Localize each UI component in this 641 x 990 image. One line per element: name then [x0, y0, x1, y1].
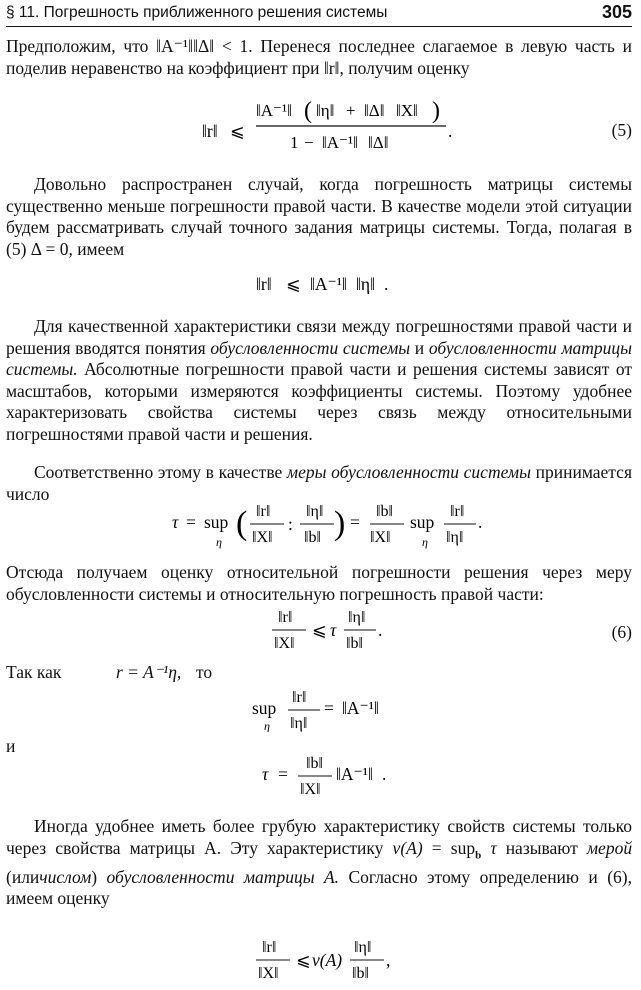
p7-and: и [6, 736, 16, 756]
eq5-num-ainv: ‖A⁻¹‖ [256, 101, 292, 120]
equation-tau-bound-formula [6, 752, 632, 800]
eqt-f2-num: ‖η‖ [306, 503, 324, 520]
eqs-num: ‖r‖ [292, 689, 307, 706]
p1-condition: ‖A⁻¹‖‖Δ‖ < 1. [156, 36, 253, 56]
eqs-ainv: ‖A⁻¹‖ [342, 698, 379, 718]
eqt-colon: : [288, 514, 293, 534]
eqd-lhs: ‖r‖ [256, 274, 272, 294]
p3-term-matrix-conditioning: обусловленности матрицы системы. [6, 337, 633, 380]
eqb-num: ‖b‖ [306, 755, 323, 772]
paragraph-5: Отсюда получаем оценку относительной погрешности решения через меру обусловленности системы и относительную погрешность правой части: [6, 562, 632, 604]
p4-term-measure: меры обусловленности системы [286, 462, 531, 482]
equation-6 [6, 604, 632, 654]
eqf-f1-num: ‖r‖ [262, 939, 277, 956]
eq5-den-ainv: ‖A⁻¹‖ [322, 133, 358, 152]
eqd-le: ⩽ [286, 274, 301, 294]
eqt-lparen: ( [236, 505, 248, 542]
eqs-den: ‖η‖ [290, 715, 308, 732]
paragraph-3 [6, 316, 632, 446]
eq5-lhs: ‖r‖ [202, 121, 218, 141]
eqt-f3-num: ‖b‖ [376, 503, 393, 520]
eqt-eq1: = [186, 512, 196, 532]
eqf-le: ⩽ [296, 950, 311, 970]
eqt-rparen: ) [334, 505, 346, 542]
eqt-sup1: sup [204, 512, 229, 532]
eqf-comma: , [386, 950, 391, 970]
equation-tau-formula [6, 496, 632, 558]
p8-term-measure: мерой [586, 837, 633, 858]
eq5-rparen: ) [432, 98, 440, 124]
equation-tau-bound [6, 752, 632, 800]
eqf-f2-den: ‖b‖ [352, 965, 369, 982]
equation-tau-definition [6, 496, 632, 558]
eqf-f2-num: ‖η‖ [354, 939, 372, 956]
eqs-sup-sub: η [264, 719, 270, 732]
eqt-f1-num: ‖r‖ [256, 503, 271, 520]
eqs-eq: = [324, 698, 334, 718]
equation-delta-zero-formula [6, 270, 632, 300]
eq6-tau: τ [330, 620, 337, 640]
eqt-period: . [478, 512, 483, 532]
eq5-le: ⩽ [230, 121, 245, 141]
running-title: § 11. Погрешность приближенного решения системы [6, 4, 388, 21]
eq5-num-delta: ‖Δ‖ [364, 101, 385, 120]
p6-formula: r = A⁻¹η, [116, 662, 182, 682]
eq5-num-eta: ‖η‖ [316, 101, 335, 120]
p8-nu-a: ν(A) [392, 837, 423, 858]
p8-text-d: ) [91, 866, 98, 887]
eqb-ainv: ‖A⁻¹‖ [336, 764, 373, 784]
eqt-sup2-sub: η [422, 535, 428, 549]
p6-text-a: Так как [6, 662, 62, 682]
eqb-tau: τ [262, 764, 269, 784]
equation-sup-ratio [6, 684, 632, 732]
eq6-f2-den: ‖b‖ [346, 635, 363, 652]
eqt-sup1-sub: η [216, 535, 222, 549]
p4-text-a: Соответственно этому в качестве [34, 462, 283, 482]
eq5-num-plus: + [346, 101, 356, 120]
eq5-num-x: ‖X‖ [396, 101, 418, 120]
eqt-eq2: = [350, 512, 360, 532]
p8-tau: τ [490, 837, 497, 858]
equation-final [6, 934, 632, 986]
eqs-sup: sup [252, 698, 277, 718]
p8-term-number: числом [39, 866, 92, 887]
p8-text-a: Иногда удобнее иметь более грубую характеристику свойств системы только через свойства матрицы A. Эту характеристику [6, 816, 632, 858]
eq5-number: (5) [611, 120, 632, 140]
p3-text-b: и [414, 337, 425, 358]
eq5-den-minus: − [304, 133, 314, 152]
paragraph-2: Довольно распространен случай, когда погрешность матрицы системы существенно меньше погрешности правой части. В качестве модели этой ситуации будем рассматривать случай точного задания матрицы системы. Тогда, полагая в (5) Δ = 0, имеем [6, 174, 632, 259]
p3-term-system-conditioning: обусловленности системы [210, 337, 411, 358]
eq6-f1-den: ‖X‖ [274, 635, 295, 652]
p8-text-e: Согласно этому определению и (6), имеем оценку [6, 866, 633, 909]
eqf-f1-den: ‖X‖ [258, 965, 279, 982]
paragraph-1 [6, 36, 632, 79]
eq6-le: ⩽ [312, 620, 327, 640]
eqd-period: . [384, 274, 389, 294]
eq5-den-delta: ‖Δ‖ [368, 133, 389, 152]
equation-sup-ratio-formula [6, 684, 632, 732]
p1-text-b: Перенеся последнее слагаемое в левую часть и поделив неравенство на коэффициент при ‖r‖, получим оценку [6, 36, 632, 78]
eqb-period: . [382, 764, 387, 784]
equation-6-formula [6, 604, 632, 654]
p4-text-b: принимается число [6, 462, 632, 504]
eq6-period: . [378, 620, 383, 640]
eqf-nu-a: ν(A) [312, 950, 343, 970]
eq6-f2-num: ‖η‖ [348, 609, 366, 626]
p8-sup-sub: b [475, 849, 482, 862]
equation-5-formula [6, 96, 632, 160]
equation-5 [6, 96, 632, 160]
eq5-period: . [448, 121, 453, 141]
p6-text-b: то [196, 662, 213, 682]
p8-text-b: называют [505, 837, 578, 858]
eqt-sup2: sup [410, 512, 435, 532]
eqt-f3-den: ‖X‖ [370, 529, 391, 546]
p8-text-c: (или [6, 866, 40, 887]
eqt-f1-den: ‖X‖ [252, 529, 273, 546]
p3-text-c: Абсолютные погрешности правой части и решения системы зависят от масштабов, которыми измеряются коэффициенты системы. Поэтому удобнее характеризовать свойства системы через связь между относительными погрешностями правой части и решения. [6, 359, 632, 444]
p8-sup: sup [450, 837, 476, 858]
page-number: 305 [601, 2, 632, 22]
header-rule [6, 26, 632, 27]
page-header [6, 4, 632, 28]
p3-text-a: Для качественной характеристики связи между погрешностями правой части и решения вводятся понятия [6, 316, 632, 358]
eqd-eta: ‖η‖ [356, 274, 375, 294]
paragraph-6 [6, 662, 632, 686]
eqt-f4-den: ‖η‖ [446, 529, 464, 546]
equation-delta-zero [6, 270, 632, 300]
equation-final-formula [6, 934, 632, 986]
eqt-tau: τ [172, 512, 179, 532]
paragraph-8 [6, 816, 632, 910]
p8-term-matrix-conditioning: обусловленности матрицы A. [106, 866, 340, 887]
eq6-f1-num: ‖r‖ [278, 609, 293, 626]
eq5-lparen: ( [304, 98, 312, 124]
eqb-den: ‖X‖ [300, 781, 321, 798]
p8-eq: = [431, 837, 442, 858]
eqb-eq: = [278, 764, 288, 784]
eq6-number: (6) [611, 622, 632, 642]
eqt-f2-den: ‖b‖ [304, 529, 321, 546]
eqt-f4-num: ‖r‖ [450, 503, 465, 520]
eq5-den-one: 1 [290, 133, 299, 152]
p1-text-a: Предположим, что [6, 36, 149, 56]
eqd-ainv: ‖A⁻¹‖ [310, 274, 347, 294]
